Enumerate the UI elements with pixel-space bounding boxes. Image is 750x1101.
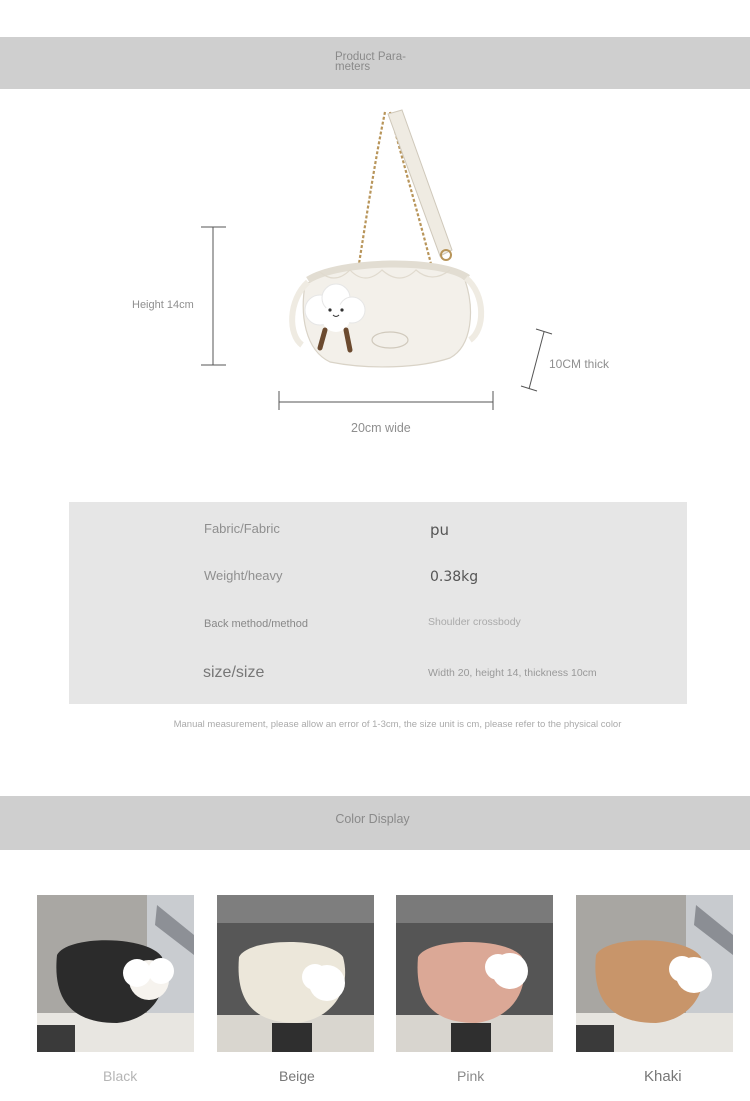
color-label-beige[interactable]: Beige [279, 1068, 315, 1084]
thickness-label: 10CM thick [549, 357, 610, 371]
color-swatch-khaki[interactable] [576, 895, 733, 1052]
color-swatch-pink[interactable] [396, 895, 553, 1052]
param-value-weight: 0.38kg [430, 569, 479, 585]
thickness-dimension-line [521, 329, 552, 391]
beige-bag-photo [217, 895, 374, 1052]
color-label-khaki[interactable]: Khaki [644, 1068, 682, 1085]
color-label-pink[interactable]: Pink [457, 1068, 485, 1084]
leather-strap [388, 110, 452, 256]
measurement-note: Manual measurement, please allow an error of 1-3cm, the size unit is cm, please refer to the physical color [173, 719, 622, 730]
width-label: 20cm wide [351, 421, 411, 435]
color-swatch-black[interactable] [37, 895, 194, 1052]
color-swatch-beige[interactable] [217, 895, 374, 1052]
pink-bag-photo [396, 895, 553, 1052]
parameters-title: Product Para-meters [335, 51, 406, 73]
black-bag-photo [37, 895, 194, 1052]
khaki-bag-photo [576, 895, 733, 1052]
param-key-fabric: Fabric/Fabric [204, 521, 280, 536]
color-label-black[interactable]: Black [103, 1068, 138, 1084]
height-dimension-line [201, 227, 226, 365]
param-key-size: size/size [203, 664, 265, 681]
param-key-back-method: Back method/method [204, 618, 308, 630]
param-value-fabric: pu [430, 521, 450, 539]
param-value-back-method: Shoulder crossbody [428, 616, 521, 628]
param-value-size: Width 20, height 14, thickness 10cm [428, 667, 597, 679]
width-dimension-line [279, 391, 493, 410]
param-key-weight: Weight/heavy [204, 568, 283, 583]
height-label: Height 14cm [132, 299, 194, 311]
color-display-title: Color Display [335, 812, 410, 826]
